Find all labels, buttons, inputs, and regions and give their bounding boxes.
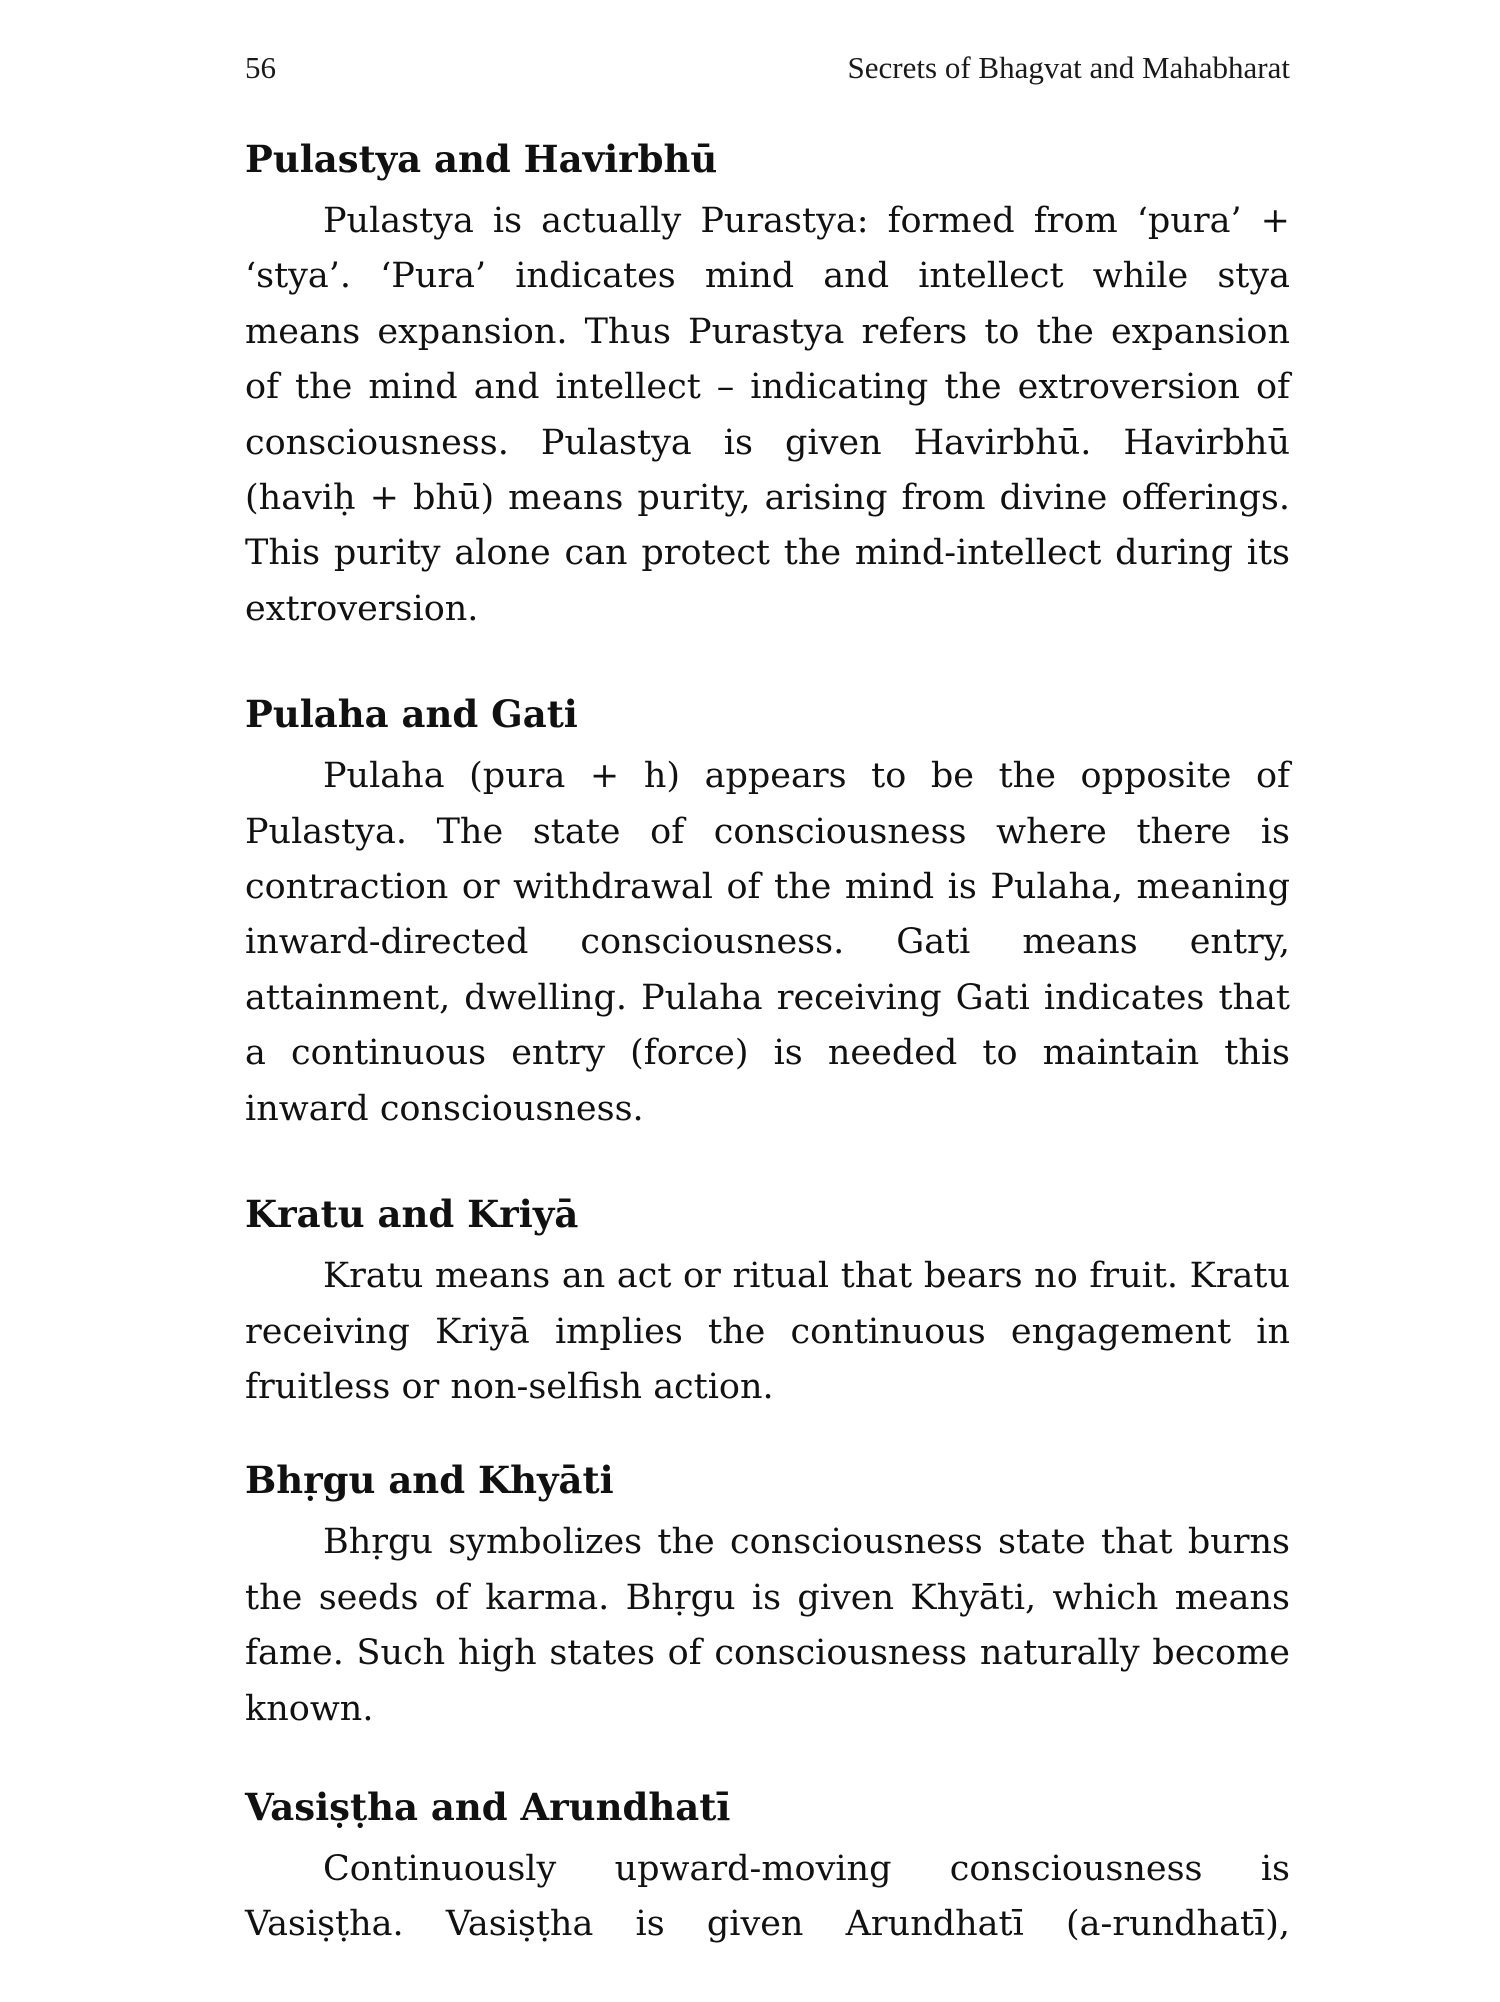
section-heading: Bhṛgu and Khyāti xyxy=(245,1458,614,1503)
section-paragraph: Bhṛgu symbolizes the consciousness state that burns the seeds of karma. Bhṛgu is given Khyāti, which means fame. Such high states of consciousness naturally become known. xyxy=(245,1522,1290,1729)
section-kratu-kriya xyxy=(245,1189,1290,1415)
section-vasistha-arundhati xyxy=(245,1782,1290,1953)
book-title: Secrets of Bhagvat and Mahabharat xyxy=(847,50,1290,85)
section-heading: Kratu and Kriyā xyxy=(245,1192,579,1237)
section-paragraph: Pulaha (pura + h) appears to be the opposite of Pulastya. The state of consciousness where there is contraction or withdrawal of the mind is Pulaha, meaning inward-directed consciousness. Gati means entry, attainment, dwelling. Pulaha receiving Gati indicates that a continuous entry (force) is needed to maintain this inward consciousness. xyxy=(245,756,1290,1129)
section-paragraph: Pulastya is actually Purastya: formed from ‘pura’ + ‘stya’. ‘Pura’ indicates mind and intellect while stya means expansion. Thus Purastya refers to the expansion of the mind and intellect – indicating the extroversion of consciousness. Pulastya is given Havirbhū. Havirbhū (haviḥ + bhū) means purity, arising from divine offerings. This purity alone can protect the mind-intellect during its extroversion. xyxy=(245,201,1290,629)
page-number: 56 xyxy=(245,50,276,85)
running-head xyxy=(245,50,1290,90)
section-heading: Pulaha and Gati xyxy=(245,692,578,737)
section-pulastya-havirbhu xyxy=(245,134,1290,637)
section-paragraph: Continuously upward-moving consciousness is Vasiṣṭha. Vasiṣṭha is given Arundhatī (a-rundhatī), xyxy=(245,1848,1290,1945)
section-pulaha-gati xyxy=(245,689,1290,1137)
section-heading: Pulastya and Havirbhū xyxy=(245,137,718,181)
section-paragraph: Kratu means an act or ritual that bears no fruit. Kratu receiving Kriyā implies the continuous engagement in fruitless or non-selfish action. xyxy=(245,1256,1290,1407)
section-heading: Vasiṣṭha and Arundhatī xyxy=(245,1784,731,1829)
section-bhrgu-khyati xyxy=(245,1455,1290,1737)
page-body xyxy=(245,134,1290,2002)
